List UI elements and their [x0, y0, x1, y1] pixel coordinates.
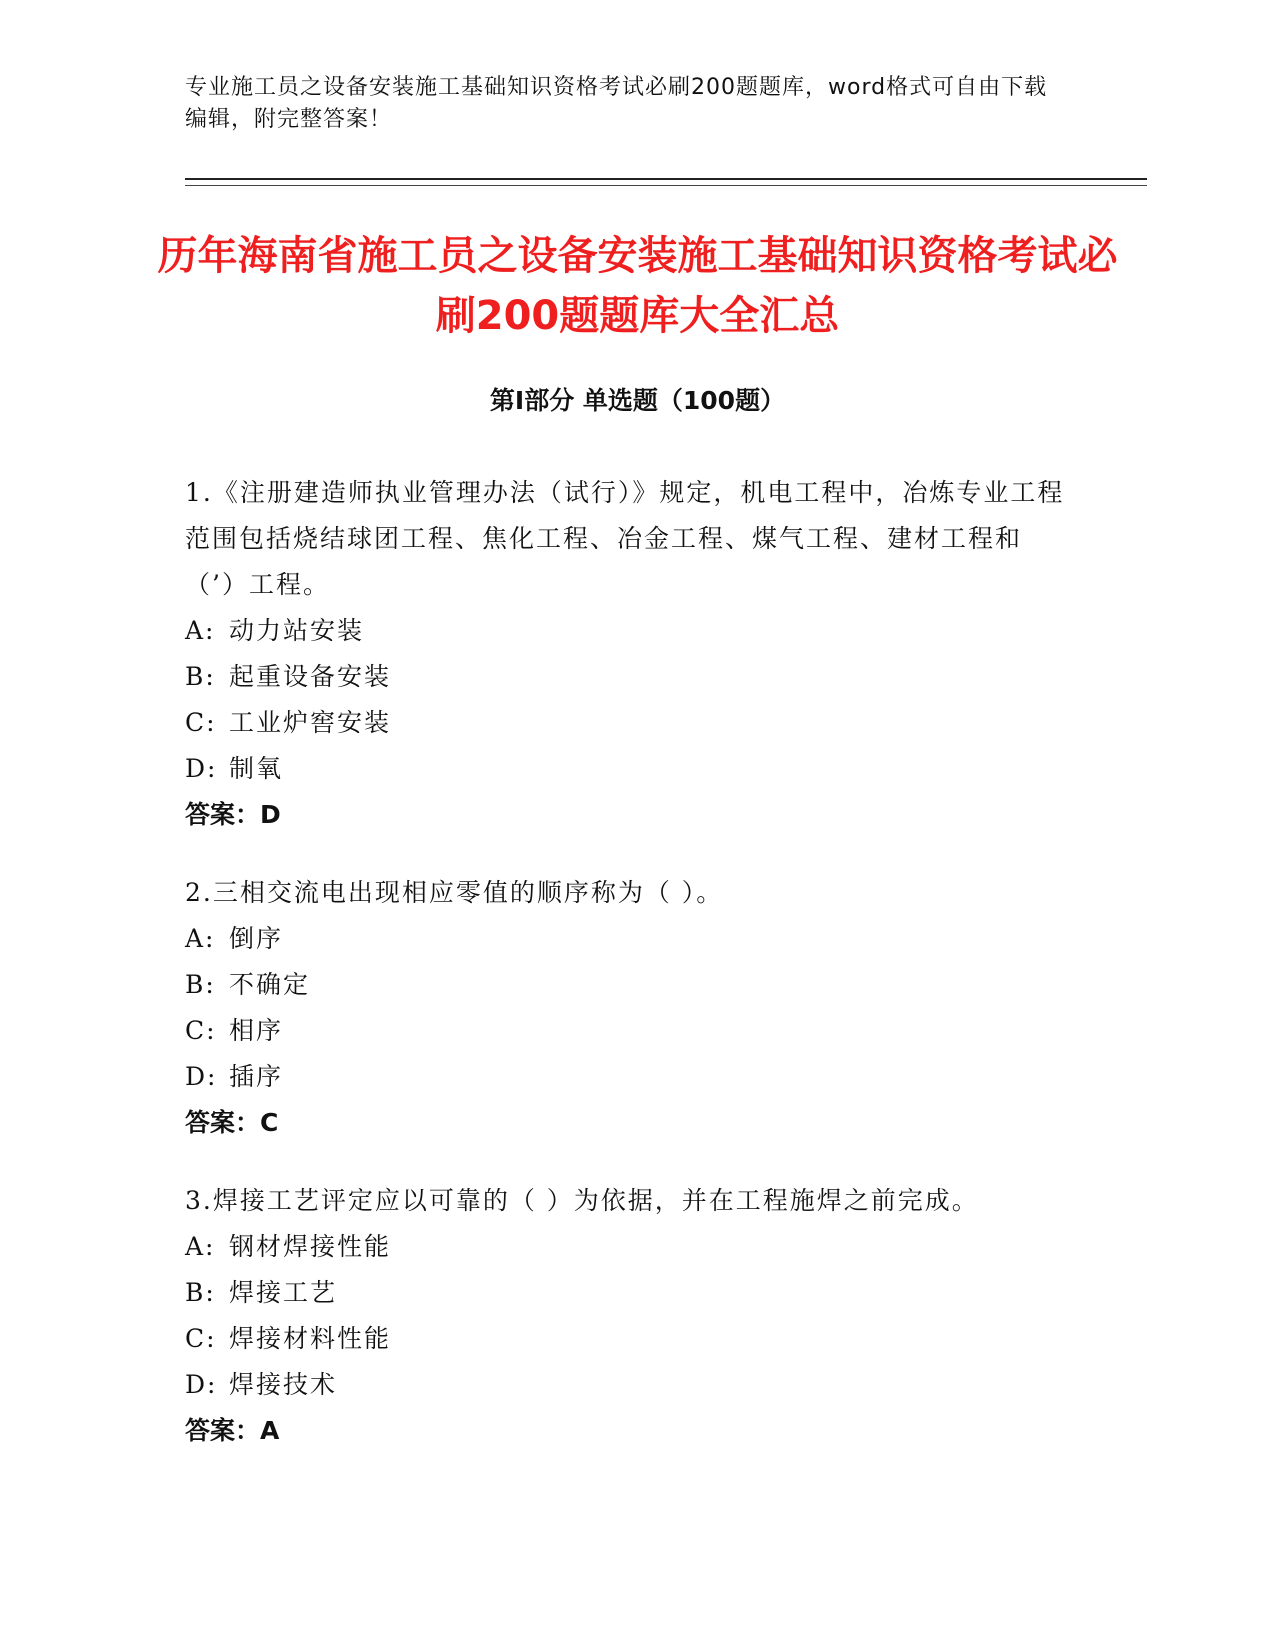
question-3 [185, 1178, 1065, 1454]
question-list [185, 470, 1065, 1486]
answer-line [185, 1100, 1065, 1146]
option-key: A: [185, 616, 216, 645]
option-key: D: [185, 1062, 218, 1091]
option-key: D: [185, 754, 218, 783]
section-title: 第Ⅰ部分 单选题（100题） [489, 386, 786, 415]
option-key: B: [185, 970, 216, 999]
question-2 [185, 870, 1065, 1146]
answer-label: 答案： [185, 1108, 261, 1137]
option-text: 焊接工艺 [229, 1278, 338, 1307]
question-1 [185, 470, 1065, 838]
option-b [185, 654, 1065, 700]
option-key: B: [185, 1278, 216, 1307]
option-text: 工业炉窖安装 [229, 708, 392, 737]
answer-value: C [260, 1108, 279, 1137]
option-key: B: [185, 662, 216, 691]
option-text: 起重设备安装 [229, 662, 392, 691]
option-key: A: [185, 1232, 216, 1261]
option-key: C: [185, 1016, 217, 1045]
option-d [185, 1362, 1065, 1408]
option-a [185, 916, 1065, 962]
option-text: 相序 [229, 1016, 284, 1045]
option-text: 插序 [229, 1062, 284, 1091]
answer-value: A [260, 1416, 280, 1445]
option-text: 不确定 [229, 970, 311, 999]
option-text: 焊接技术 [229, 1370, 338, 1399]
option-key: C: [185, 708, 217, 737]
option-text: 倒序 [229, 924, 284, 953]
header-note: 专业施工员之设备安装施工基础知识资格考试必刷200题题库，word格式可自由下载编辑，附完整答案！ [185, 75, 1048, 132]
option-text: 钢材焊接性能 [229, 1232, 392, 1261]
answer-label: 答案： [185, 1416, 261, 1445]
option-b [185, 962, 1065, 1008]
question-stem: 2.三相交流电出现相应零值的顺序称为（ ）。 [185, 878, 724, 907]
option-c [185, 700, 1065, 746]
question-stem: 1.《注册建造师执业管理办法（试行）》规定，机电工程中，冶炼专业工程范围包括烧结球团工程、焦化工程、冶金工程、煤气工程、建材工程和（’）工程。 [185, 478, 1065, 599]
option-a [185, 1224, 1065, 1270]
option-d [185, 746, 1065, 792]
option-text: 制氧 [229, 754, 284, 783]
option-key: C: [185, 1324, 217, 1353]
header-divider-thick [185, 178, 1147, 180]
option-text: 动力站安装 [229, 616, 365, 645]
option-b [185, 1270, 1065, 1316]
answer-line [185, 1408, 1065, 1454]
document-title: 历年海南省施工员之设备安装施工基础知识资格考试必刷200题题库大全汇总 [157, 233, 1118, 339]
option-key: A: [185, 924, 216, 953]
answer-value: D [260, 800, 281, 829]
option-text: 焊接材料性能 [229, 1324, 392, 1353]
header-divider-thin [185, 185, 1147, 186]
answer-line [185, 792, 1065, 838]
option-c [185, 1316, 1065, 1362]
option-d [185, 1054, 1065, 1100]
option-a [185, 608, 1065, 654]
option-c [185, 1008, 1065, 1054]
option-key: D: [185, 1370, 218, 1399]
answer-label: 答案： [185, 800, 261, 829]
question-stem: 3.焊接工艺评定应以可靠的（ ）为依据，并在工程施焊之前完成。 [185, 1186, 979, 1215]
